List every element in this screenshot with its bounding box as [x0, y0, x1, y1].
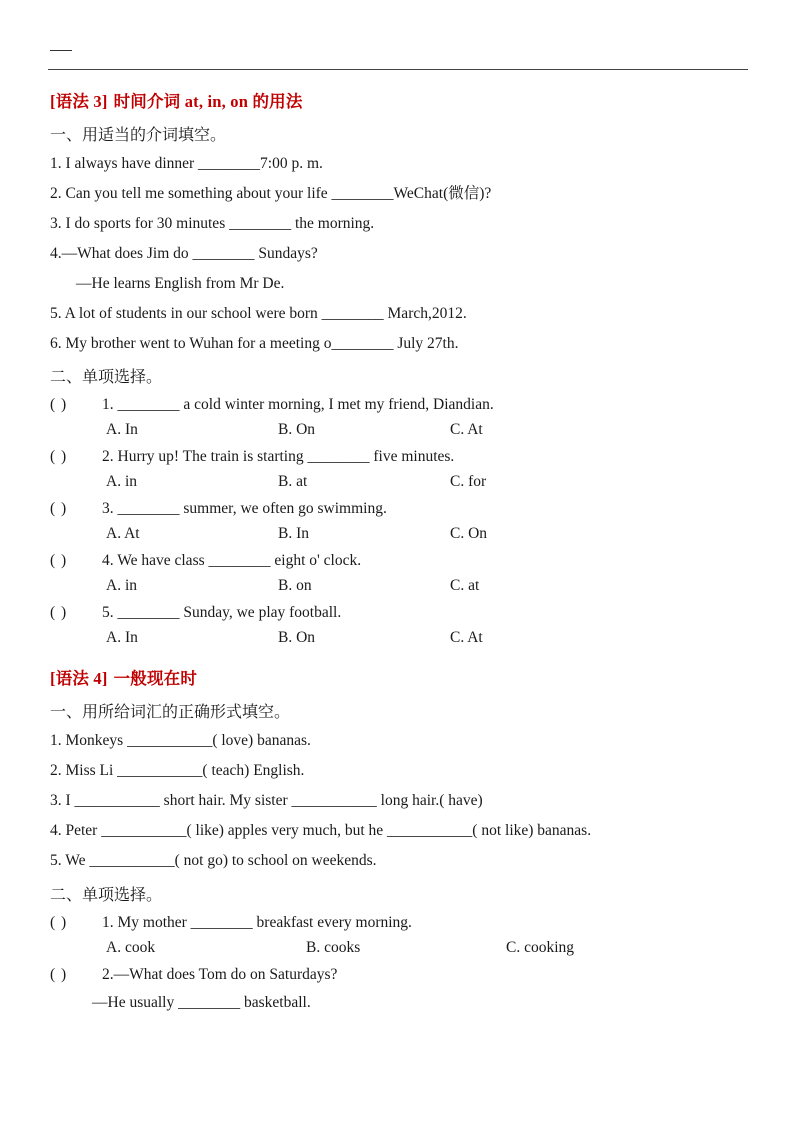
question-item: 5. We ___________( not go) to school on weekends.: [50, 852, 377, 870]
question-item: 3. I ___________ short hair. My sister ___________ long hair.( have): [50, 792, 483, 810]
question-item-continuation: —He learns English from Mr De.: [76, 274, 285, 292]
mcq-option[interactable]: A. in: [106, 473, 137, 491]
answer-bracket[interactable]: ( ): [50, 966, 68, 984]
mcq-options: [106, 525, 745, 543]
mcq-stem: 4. We have class ________ eight o' clock.: [102, 552, 362, 570]
section-tag: [语法 4]: [50, 669, 108, 689]
answer-bracket[interactable]: ( ): [50, 914, 68, 932]
mcq-stem-continuation: —He usually ________ basketball.: [92, 994, 311, 1012]
mcq-option[interactable]: A. In: [106, 421, 138, 439]
mcq-options: [106, 629, 745, 647]
mcq-item: [50, 552, 745, 570]
mcq-option[interactable]: C. At: [450, 421, 483, 439]
mcq-option[interactable]: B. On: [278, 629, 316, 647]
mcq-stem: 3. ________ summer, we often go swimming.: [102, 500, 387, 518]
mcq-options: [106, 939, 745, 957]
mcq-options: [106, 473, 745, 491]
mcq-item: [50, 500, 745, 518]
part-heading-multiple-choice: 二、单项选择。: [50, 369, 163, 387]
question-item: 5. A lot of students in our school were born ________ March,2012.: [50, 304, 467, 322]
answer-bracket[interactable]: ( ): [50, 604, 68, 622]
question-item: 3. I do sports for 30 minutes ________ the morning.: [50, 214, 375, 232]
section-tag: [语法 3]: [50, 92, 108, 111]
section-heading-text: 时间介词 at, in, on 的用法: [113, 92, 303, 111]
mcq-item: [50, 604, 745, 622]
answer-bracket[interactable]: ( ): [50, 396, 68, 414]
mcq-option[interactable]: A. At: [106, 525, 140, 543]
mcq-options: [106, 421, 745, 439]
mcq-option[interactable]: B. on: [278, 577, 312, 595]
part-heading-fill-in-blanks: 一、用适当的介词填空。: [50, 127, 227, 144]
question-item: 1. Monkeys ___________( love) bananas.: [50, 732, 311, 750]
mcq-stem: 1. My mother ________ breakfast every morning.: [102, 914, 412, 932]
mcq-option[interactable]: B. cooks: [306, 939, 361, 957]
section-title-grammar-4: [50, 665, 745, 689]
answer-bracket[interactable]: ( ): [50, 448, 68, 466]
mcq-item: [50, 396, 745, 414]
mcq-item: [50, 966, 745, 984]
section-title-grammar-3: [50, 88, 745, 112]
mcq-stem: 5. ________ Sunday, we play football.: [102, 604, 342, 622]
answer-bracket[interactable]: ( ): [50, 552, 68, 570]
mcq-stem: 2.—What does Tom do on Saturdays?: [102, 966, 338, 984]
mcq-stem: 1. ________ a cold winter morning, I met my friend, Diandian.: [102, 396, 494, 414]
question-item: 2. Miss Li ___________( teach) English.: [50, 762, 305, 780]
mcq-item: [50, 448, 745, 466]
mcq-option[interactable]: B. In: [278, 525, 309, 543]
mcq-option[interactable]: C. At: [450, 629, 483, 647]
question-item: 2. Can you tell me something about your life ________WeChat(微信)?: [50, 184, 492, 202]
mcq-option[interactable]: A. In: [106, 629, 138, 647]
mcq-option[interactable]: C. at: [450, 577, 480, 595]
mcq-options: [106, 577, 745, 595]
answer-bracket[interactable]: ( ): [50, 500, 68, 518]
mcq-option[interactable]: C. cooking: [506, 939, 575, 957]
mcq-option[interactable]: A. cook: [106, 939, 156, 957]
mcq-option[interactable]: A. in: [106, 577, 137, 595]
mcq-option[interactable]: C. On: [450, 525, 488, 543]
section-heading-text: 一般现在时: [113, 669, 198, 689]
top-dash-mark: [50, 50, 72, 51]
question-item: 4. Peter ___________( like) apples very much, but he ___________( not like) bananas.: [50, 822, 592, 840]
part-heading-multiple-choice-2: 二、单项选择。: [50, 887, 163, 905]
question-item: 1. I always have dinner ________7:00 p. m.: [50, 155, 323, 172]
question-item: 4.—What does Jim do ________ Sundays?: [50, 244, 318, 262]
mcq-stem: 2. Hurry up! The train is starting ________ five minutes.: [102, 448, 455, 466]
mcq-option[interactable]: B. at: [278, 473, 308, 491]
mcq-item: [50, 914, 745, 932]
header-rule: [48, 69, 748, 70]
question-item: 6. My brother went to Wuhan for a meeting o________ July 27th.: [50, 334, 459, 352]
mcq-option[interactable]: C. for: [450, 473, 487, 491]
mcq-option[interactable]: B. On: [278, 421, 316, 439]
part-heading-word-form: 一、用所给词汇的正确形式填空。: [50, 704, 291, 722]
